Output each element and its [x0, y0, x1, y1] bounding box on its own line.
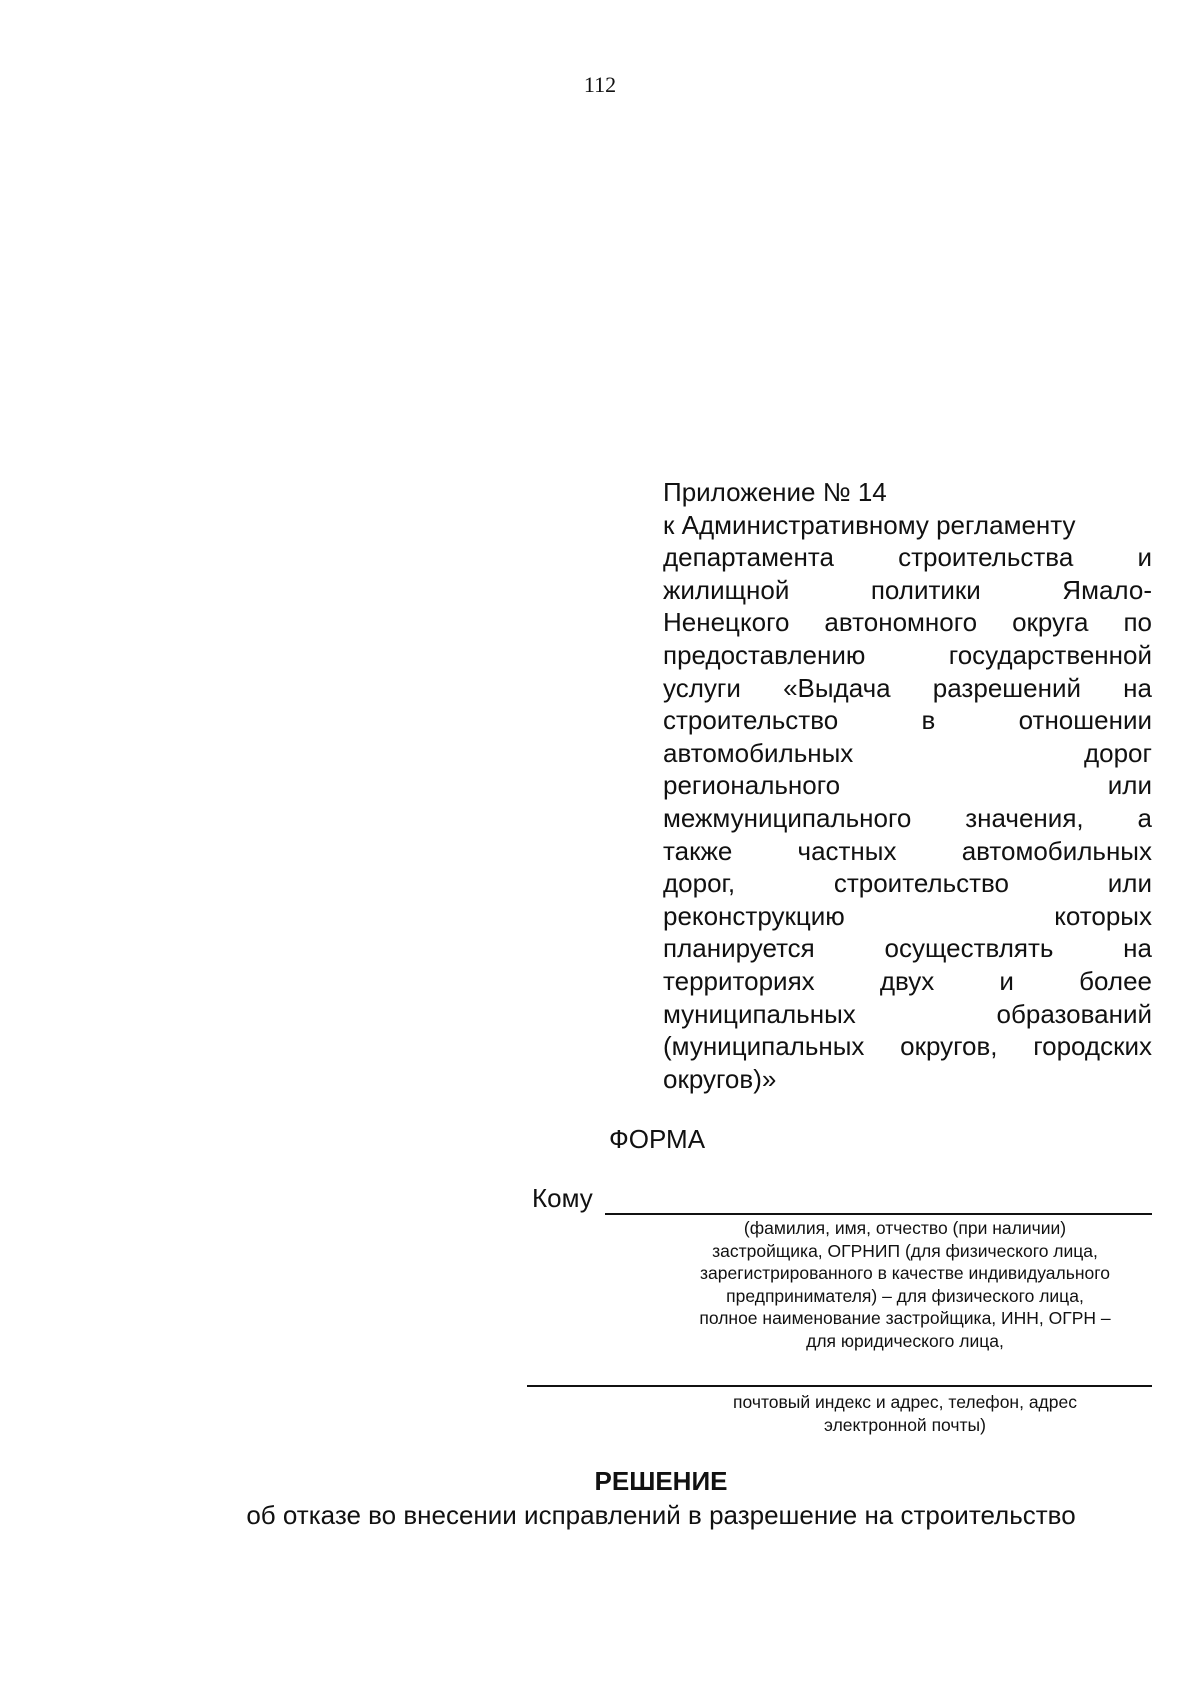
- appendix-line: департамента строительства и: [663, 542, 1152, 573]
- appendix-line: регионального или: [663, 770, 1152, 801]
- appendix-line: реконструкцию которых: [663, 900, 1152, 931]
- address-hint-line: почтовый индекс и адрес, телефон, адрес: [733, 1392, 1077, 1412]
- page-number: 112: [583, 72, 617, 97]
- recipient-hint-line: (фамилия, имя, отчество (при наличии): [743, 1218, 1067, 1238]
- appendix-line: жилищной политики Ямало-: [663, 574, 1152, 605]
- recipient-hint-line: для юридического лица,: [806, 1330, 1004, 1351]
- decision-subtitle: об отказе во внесении исправлений в разрешение на строительство: [246, 1500, 1076, 1530]
- decision-title: РЕШЕНИЕ: [594, 1466, 728, 1496]
- appendix-line: межмуниципального значения, а: [663, 802, 1152, 833]
- appendix-line: Ненецкого автономного округа по: [663, 607, 1152, 638]
- appendix-line: Приложение № 14: [663, 477, 887, 507]
- appendix-block: [663, 476, 1152, 1095]
- recipient-row: [532, 1183, 1152, 1217]
- recipient-hint-line: зарегистрированного в качестве индивидуального: [700, 1263, 1110, 1283]
- recipient-label: Кому: [532, 1183, 593, 1213]
- recipient-hint: [655, 1217, 1155, 1352]
- recipient-hint-line: застройщика, ОГРНИП (для физического лица,: [712, 1240, 1098, 1261]
- form-label: ФОРМА: [609, 1124, 706, 1154]
- appendix-line: (муниципальных округов, городских: [663, 1031, 1152, 1062]
- recipient-hint-line: полное наименование застройщика, ИНН, ОГРН –: [699, 1308, 1111, 1328]
- appendix-line: территориях двух и более: [663, 965, 1152, 996]
- appendix-line: также частных автомобильных: [663, 835, 1152, 866]
- appendix-line: к Административному регламенту: [663, 509, 1076, 540]
- appendix-line: муниципальных образований: [663, 998, 1152, 1029]
- appendix-line: автомобильных дорог: [663, 737, 1152, 768]
- appendix-line: услуги «Выдача разрешений на: [663, 672, 1152, 703]
- appendix-line: строительство в отношении: [663, 705, 1152, 736]
- recipient-hint-line: предпринимателя) – для физического лица,: [726, 1285, 1084, 1306]
- appendix-line: планируется осуществлять на: [663, 933, 1152, 964]
- appendix-line: предоставлению государственной: [663, 639, 1152, 670]
- appendix-line: дорог, строительство или: [663, 868, 1152, 899]
- recipient-fill-line: [605, 1213, 1152, 1215]
- address-fill-line: [527, 1385, 1152, 1387]
- appendix-line: округов)»: [663, 1063, 777, 1094]
- address-hint-line: электронной почты): [824, 1414, 986, 1435]
- address-hint: [655, 1391, 1155, 1436]
